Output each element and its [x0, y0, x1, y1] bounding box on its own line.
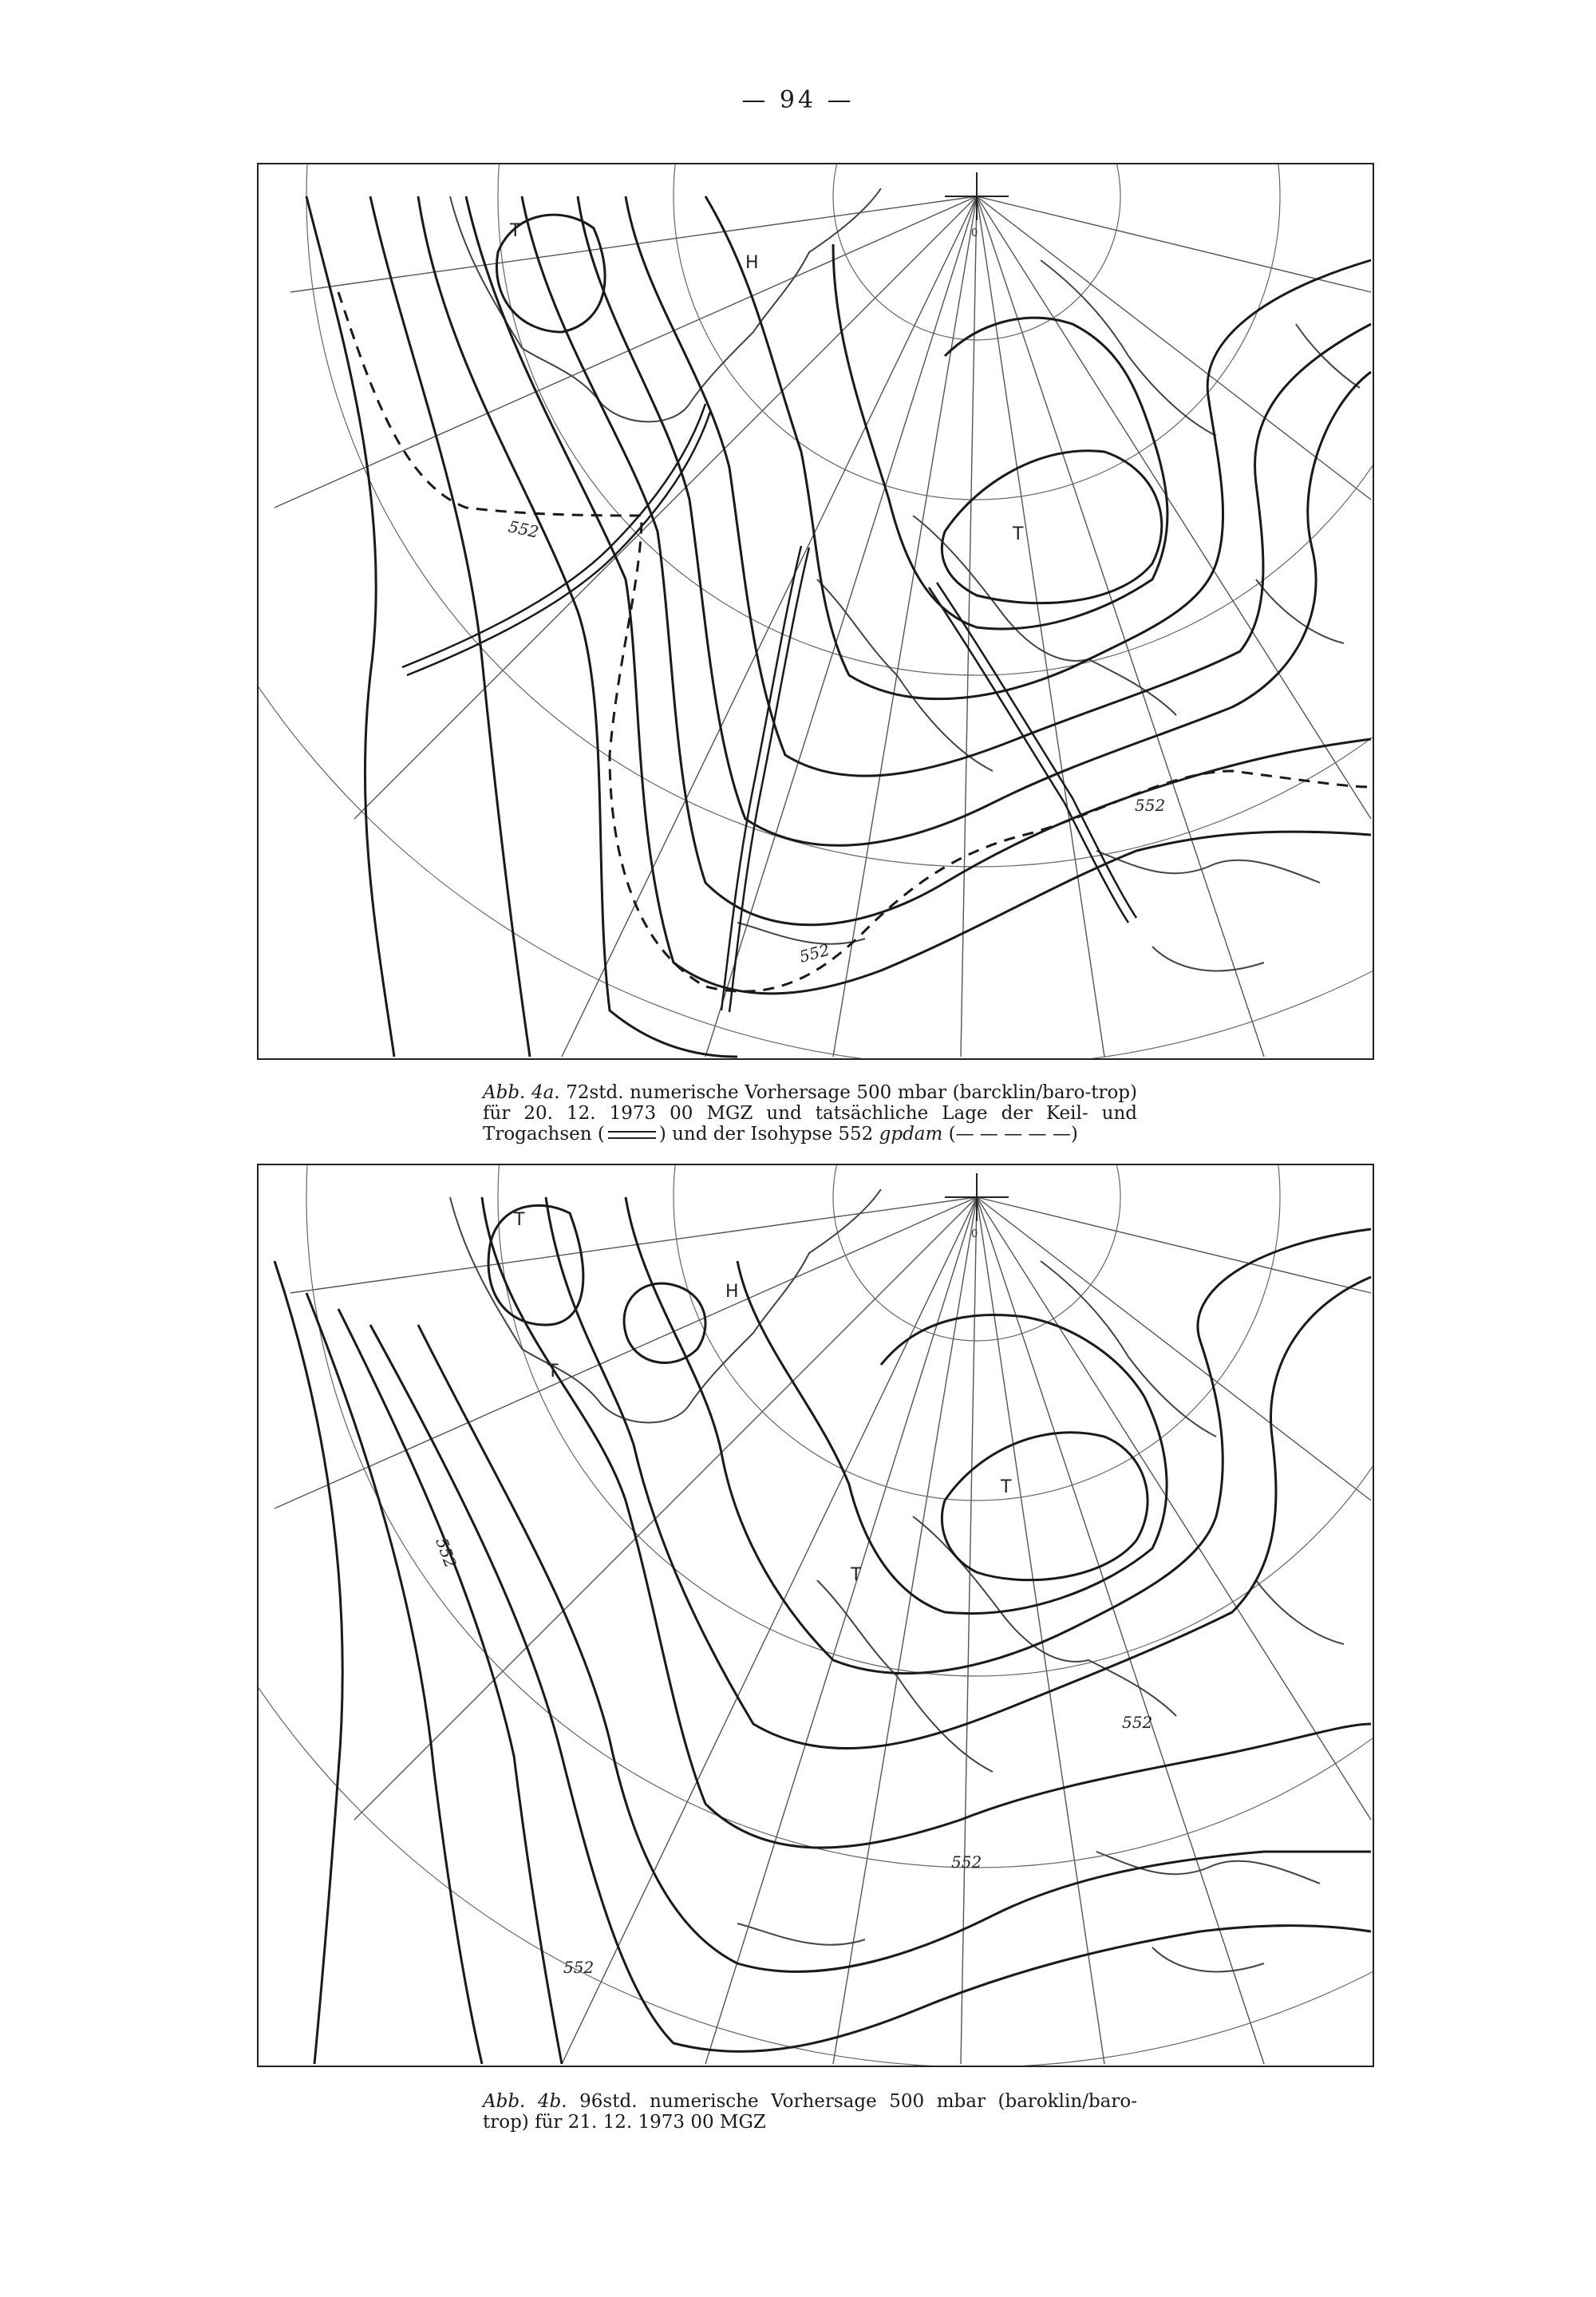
figure-caption-4b	[483, 2091, 1137, 2133]
isohypse-552-actual	[338, 292, 1371, 991]
caption-text: 96std. numerische Vorhersage 500 mbar (baroklin/baro-trop) für 21. 12. 1973 00 MGZ	[483, 2091, 1138, 2133]
page-number: — 94 —	[741, 86, 855, 114]
weather-map-4b	[257, 1164, 1374, 2067]
isohypse-map-4a	[259, 164, 1373, 1058]
weather-map-4a	[257, 163, 1374, 1060]
meridian-grid	[275, 196, 1371, 1057]
caption-unit: gpdam	[879, 1124, 943, 1145]
pole-zero-label: 0	[971, 227, 978, 239]
caption-label: Abb. 4a.	[483, 1082, 560, 1103]
high-pressure-label: H	[745, 253, 759, 273]
meridian-grid	[275, 1197, 1371, 2064]
low-pressure-label: T	[514, 1210, 525, 1230]
low-pressure-label: T	[510, 221, 521, 241]
isohypse-label: 552	[432, 1535, 460, 1571]
caption-text: (— — — — —)	[948, 1124, 1078, 1145]
isohypse-label: 552	[1135, 796, 1166, 815]
pole-zero-label: 0	[971, 1228, 978, 1240]
low-pressure-label: T	[1013, 524, 1024, 544]
isohypse-label: 552	[1122, 1713, 1153, 1732]
high-pressure-label: H	[725, 1282, 739, 1302]
figure-caption-4a	[483, 1082, 1137, 1145]
isohypse-label: 552	[506, 516, 541, 542]
isohypses	[275, 1197, 1371, 2064]
low-pressure-label: T	[547, 1362, 559, 1382]
isohypse-map-4b	[259, 1165, 1373, 2066]
low-pressure-label: T	[851, 1565, 862, 1585]
isohypse-label: 552	[797, 939, 832, 967]
caption-text: 72std. numerische Vorhersage 500 mbar (barcklin/baro-trop) für 20. 12. 1973 00 MGZ und tatsächliche Lage der Keil- und Trogachsen (	[483, 1082, 1137, 1145]
caption-text: ) und der Isohypse 552	[658, 1124, 874, 1145]
low-pressure-label: T	[1001, 1477, 1012, 1497]
isohypse-label: 552	[951, 1852, 982, 1872]
caption-label: Abb. 4b.	[483, 2091, 567, 2112]
double-line-legend-icon	[608, 1131, 656, 1139]
isohypses	[306, 196, 1371, 1057]
isohypse-label: 552	[563, 1958, 595, 1977]
